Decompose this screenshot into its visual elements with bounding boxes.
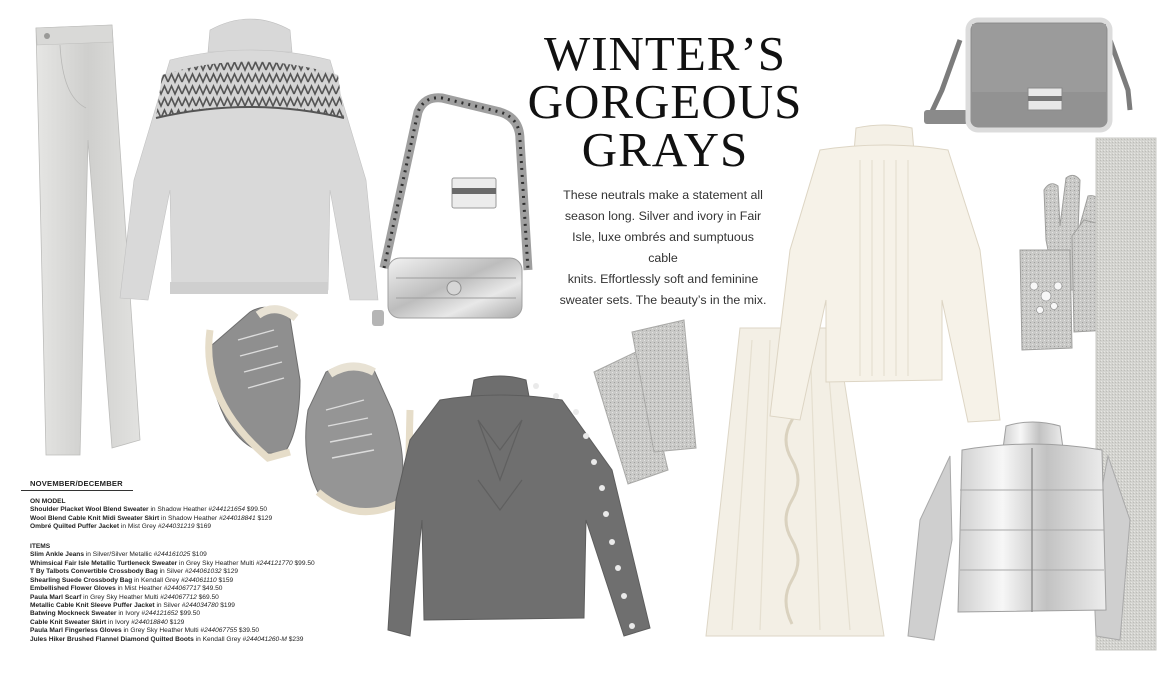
credit-line bbox=[30, 551, 430, 559]
credit-line bbox=[30, 577, 430, 585]
product-price: $169 bbox=[194, 523, 212, 531]
product-sku: #244121654 bbox=[208, 506, 246, 514]
product-name: Batwing Mockneck Sweater bbox=[30, 610, 117, 618]
product-price: $129 bbox=[167, 618, 185, 626]
product-color: in Kendall Grey bbox=[193, 635, 243, 643]
product-color: in Shadow Heather bbox=[159, 514, 219, 522]
product-price: $49.50 bbox=[200, 585, 223, 593]
product-price: $109 bbox=[190, 551, 207, 559]
credit-line bbox=[30, 515, 430, 523]
product-sku: #244031219 bbox=[157, 523, 195, 531]
credit-line bbox=[30, 619, 430, 627]
title-line: GRAYS bbox=[581, 122, 749, 177]
credit-line bbox=[30, 506, 430, 514]
convertible-crossbody-bag-image bbox=[372, 98, 528, 326]
product-price: $239 bbox=[286, 635, 304, 643]
credit-line bbox=[30, 568, 430, 576]
shearling-crossbody-bag-image bbox=[924, 20, 1130, 130]
product-color: in Kendall Grey bbox=[132, 576, 181, 584]
product-sku: #244121652 bbox=[141, 610, 179, 618]
intro-line: Isle, luxe ombrés and sumptuous cable bbox=[572, 230, 754, 265]
product-price: $99.50 bbox=[245, 506, 268, 514]
product-price: $99.50 bbox=[178, 610, 201, 618]
product-name: Paula Marl Scarf bbox=[30, 593, 82, 601]
items-heading: ITEMS bbox=[30, 542, 51, 550]
product-name: Embellished Flower Gloves bbox=[30, 585, 116, 593]
hiker-boots-image bbox=[209, 307, 410, 512]
product-name: Wool Blend Cable Knit Midi Sweater Skirt bbox=[30, 514, 160, 522]
title-line: WINTER’S bbox=[543, 26, 787, 81]
credit-line bbox=[30, 602, 430, 610]
metallic-puffer-jacket-image bbox=[908, 422, 1130, 640]
product-sku: #244018841 bbox=[218, 514, 256, 522]
product-color: in Grey Sky Heather Multi bbox=[177, 559, 256, 567]
intro-line: sweater sets. The beauty’s in the mix. bbox=[559, 293, 767, 307]
product-sku: #244061032 bbox=[184, 568, 222, 576]
credit-line bbox=[30, 523, 430, 531]
product-color: in Silver/Silver Metallic bbox=[84, 551, 154, 559]
product-name: Jules Hiker Brushed Flannel Diamond Quilted Boots bbox=[30, 635, 194, 643]
product-name: Ombré Quilted Puffer Jacket bbox=[30, 523, 120, 531]
product-price: $99.50 bbox=[292, 559, 315, 567]
divider bbox=[21, 490, 133, 491]
product-price: $129 bbox=[255, 514, 273, 522]
credit-line bbox=[30, 636, 430, 644]
title-line: GORGEOUS bbox=[527, 74, 803, 129]
product-color: in Silver bbox=[154, 601, 182, 609]
product-sku: #244161025 bbox=[153, 551, 191, 559]
credit-line bbox=[30, 610, 430, 618]
product-color: in Silver bbox=[157, 568, 185, 576]
product-sku: #244067755 bbox=[200, 627, 238, 635]
intro-line: season long. Silver and ivory in Fair bbox=[564, 209, 762, 223]
product-color: in Grey Sky Heather Multi bbox=[121, 627, 201, 635]
product-credits bbox=[30, 496, 430, 644]
product-color: in Mist Grey bbox=[119, 523, 158, 531]
credit-line bbox=[30, 585, 430, 593]
product-price: $129 bbox=[221, 568, 239, 576]
product-sku: #244041260-M bbox=[242, 635, 287, 643]
product-name: Shoulder Placket Wool Blend Sweater bbox=[30, 506, 149, 514]
intro-paragraph bbox=[557, 185, 769, 311]
intro-line: These neutrals make a statement all bbox=[563, 188, 763, 202]
product-price: $69.50 bbox=[196, 593, 219, 601]
product-name: Whimsical Fair Isle Metallic Turtleneck Sweater bbox=[30, 559, 178, 567]
slim-ankle-jeans-image bbox=[36, 25, 140, 455]
product-name: Cable Knit Sweater Skirt bbox=[30, 618, 107, 626]
product-sku: #244067712 bbox=[160, 593, 197, 601]
product-sku: #244067717 bbox=[163, 585, 201, 593]
product-sku: #244018840 bbox=[131, 618, 168, 626]
product-name: Slim Ankle Jeans bbox=[30, 551, 84, 559]
section-label: NOVEMBER/DECEMBER bbox=[30, 479, 123, 488]
fair-isle-turtleneck-image bbox=[120, 19, 378, 300]
product-name: Shearling Suede Crossbody Bag bbox=[30, 576, 133, 584]
product-price: $199 bbox=[218, 601, 235, 609]
on-model-heading: ON MODEL bbox=[30, 498, 66, 505]
credit-line bbox=[30, 594, 430, 602]
product-sku: #244121770 bbox=[256, 559, 293, 567]
product-name: Paula Marl Fingerless Gloves bbox=[30, 627, 122, 635]
product-color: in Ivory bbox=[116, 610, 142, 618]
page-title bbox=[520, 26, 810, 177]
intro-line: knits. Effortlessly soft and feminine bbox=[567, 272, 759, 286]
product-price: $39.50 bbox=[237, 627, 260, 635]
product-color: in Shadow Heather bbox=[148, 506, 209, 514]
product-color: in Ivory bbox=[106, 618, 132, 626]
product-name: Metallic Cable Knit Sleeve Puffer Jacket bbox=[30, 601, 155, 609]
marl-fingerless-gloves-image bbox=[594, 320, 696, 484]
product-color: in Grey Sky Heather Multi bbox=[81, 593, 161, 601]
credit-line bbox=[30, 627, 430, 635]
product-sku: #244061110 bbox=[180, 576, 217, 584]
product-price: $159 bbox=[216, 576, 234, 584]
credit-line bbox=[30, 560, 430, 568]
product-name: T By Talbots Convertible Crossbody Bag bbox=[30, 568, 158, 576]
product-color: in Mist Heather bbox=[115, 585, 164, 593]
product-sku: #244034780 bbox=[181, 601, 219, 609]
